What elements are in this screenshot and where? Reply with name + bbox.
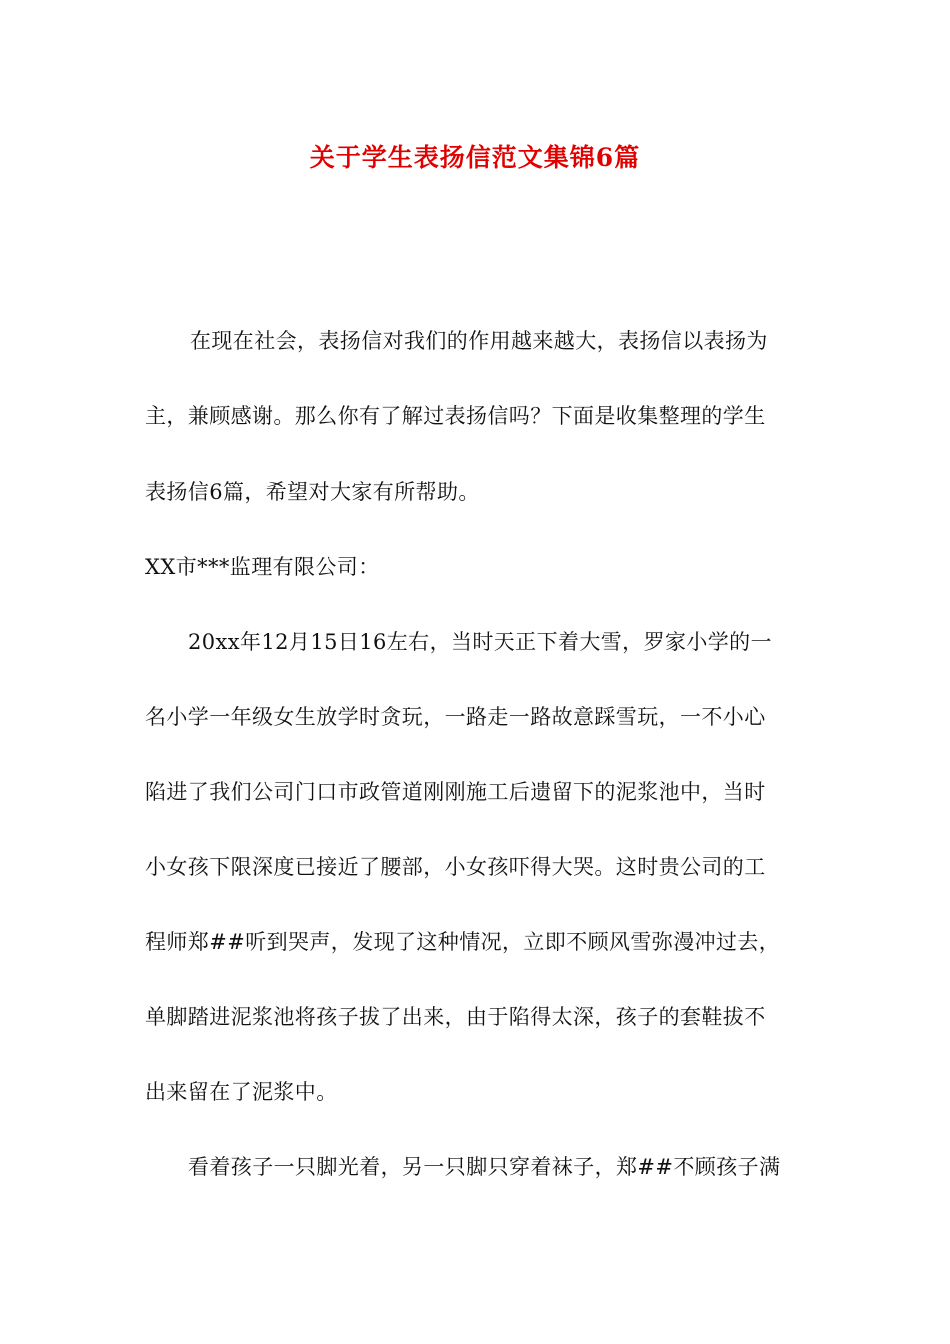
letter-body-line-3: 陷进了我们公司门口市政管道刚刚施工后遗留下的泥浆池中，当时 (145, 780, 766, 804)
letter-body-line-5: 程师郑##听到哭声，发现了这种情况，立即不顾风雪弥漫冲过去， (145, 930, 781, 954)
letter-body-line-1: 20xx年12月15日16左右，当时天正下着大雪，罗家小学的一 (188, 630, 772, 654)
document-title: 关于学生表扬信范文集锦6篇 (309, 143, 641, 172)
paragraph-intro-line-3: 表扬信6篇，希望对大家有所帮助。 (145, 480, 480, 504)
letter-body-line-7: 出来留在了泥浆中。 (145, 1080, 338, 1104)
paragraph-intro-line-1: 在现在社会，表扬信对我们的作用越来越大，表扬信以表扬为 (190, 329, 768, 353)
letter-salutation: XX市***监理有限公司： (145, 555, 380, 579)
letter-body-line-4: 小女孩下限深度已接近了腰部，小女孩吓得大哭。这时贵公司的工 (145, 855, 766, 879)
letter-body-line-2: 名小学一年级女生放学时贪玩，一路走一路故意踩雪玩，一不小心 (145, 705, 766, 729)
letter-body-line-8: 看着孩子一只脚光着，另一只脚只穿着袜子，郑##不顾孩子满 (188, 1155, 781, 1179)
paragraph-intro-line-2: 主，兼顾感谢。那么你有了解过表扬信吗？下面是收集整理的学生 (145, 404, 766, 428)
letter-body-line-6: 单脚踏进泥浆池将孩子拔了出来，由于陷得太深，孩子的套鞋拔不 (145, 1005, 766, 1029)
